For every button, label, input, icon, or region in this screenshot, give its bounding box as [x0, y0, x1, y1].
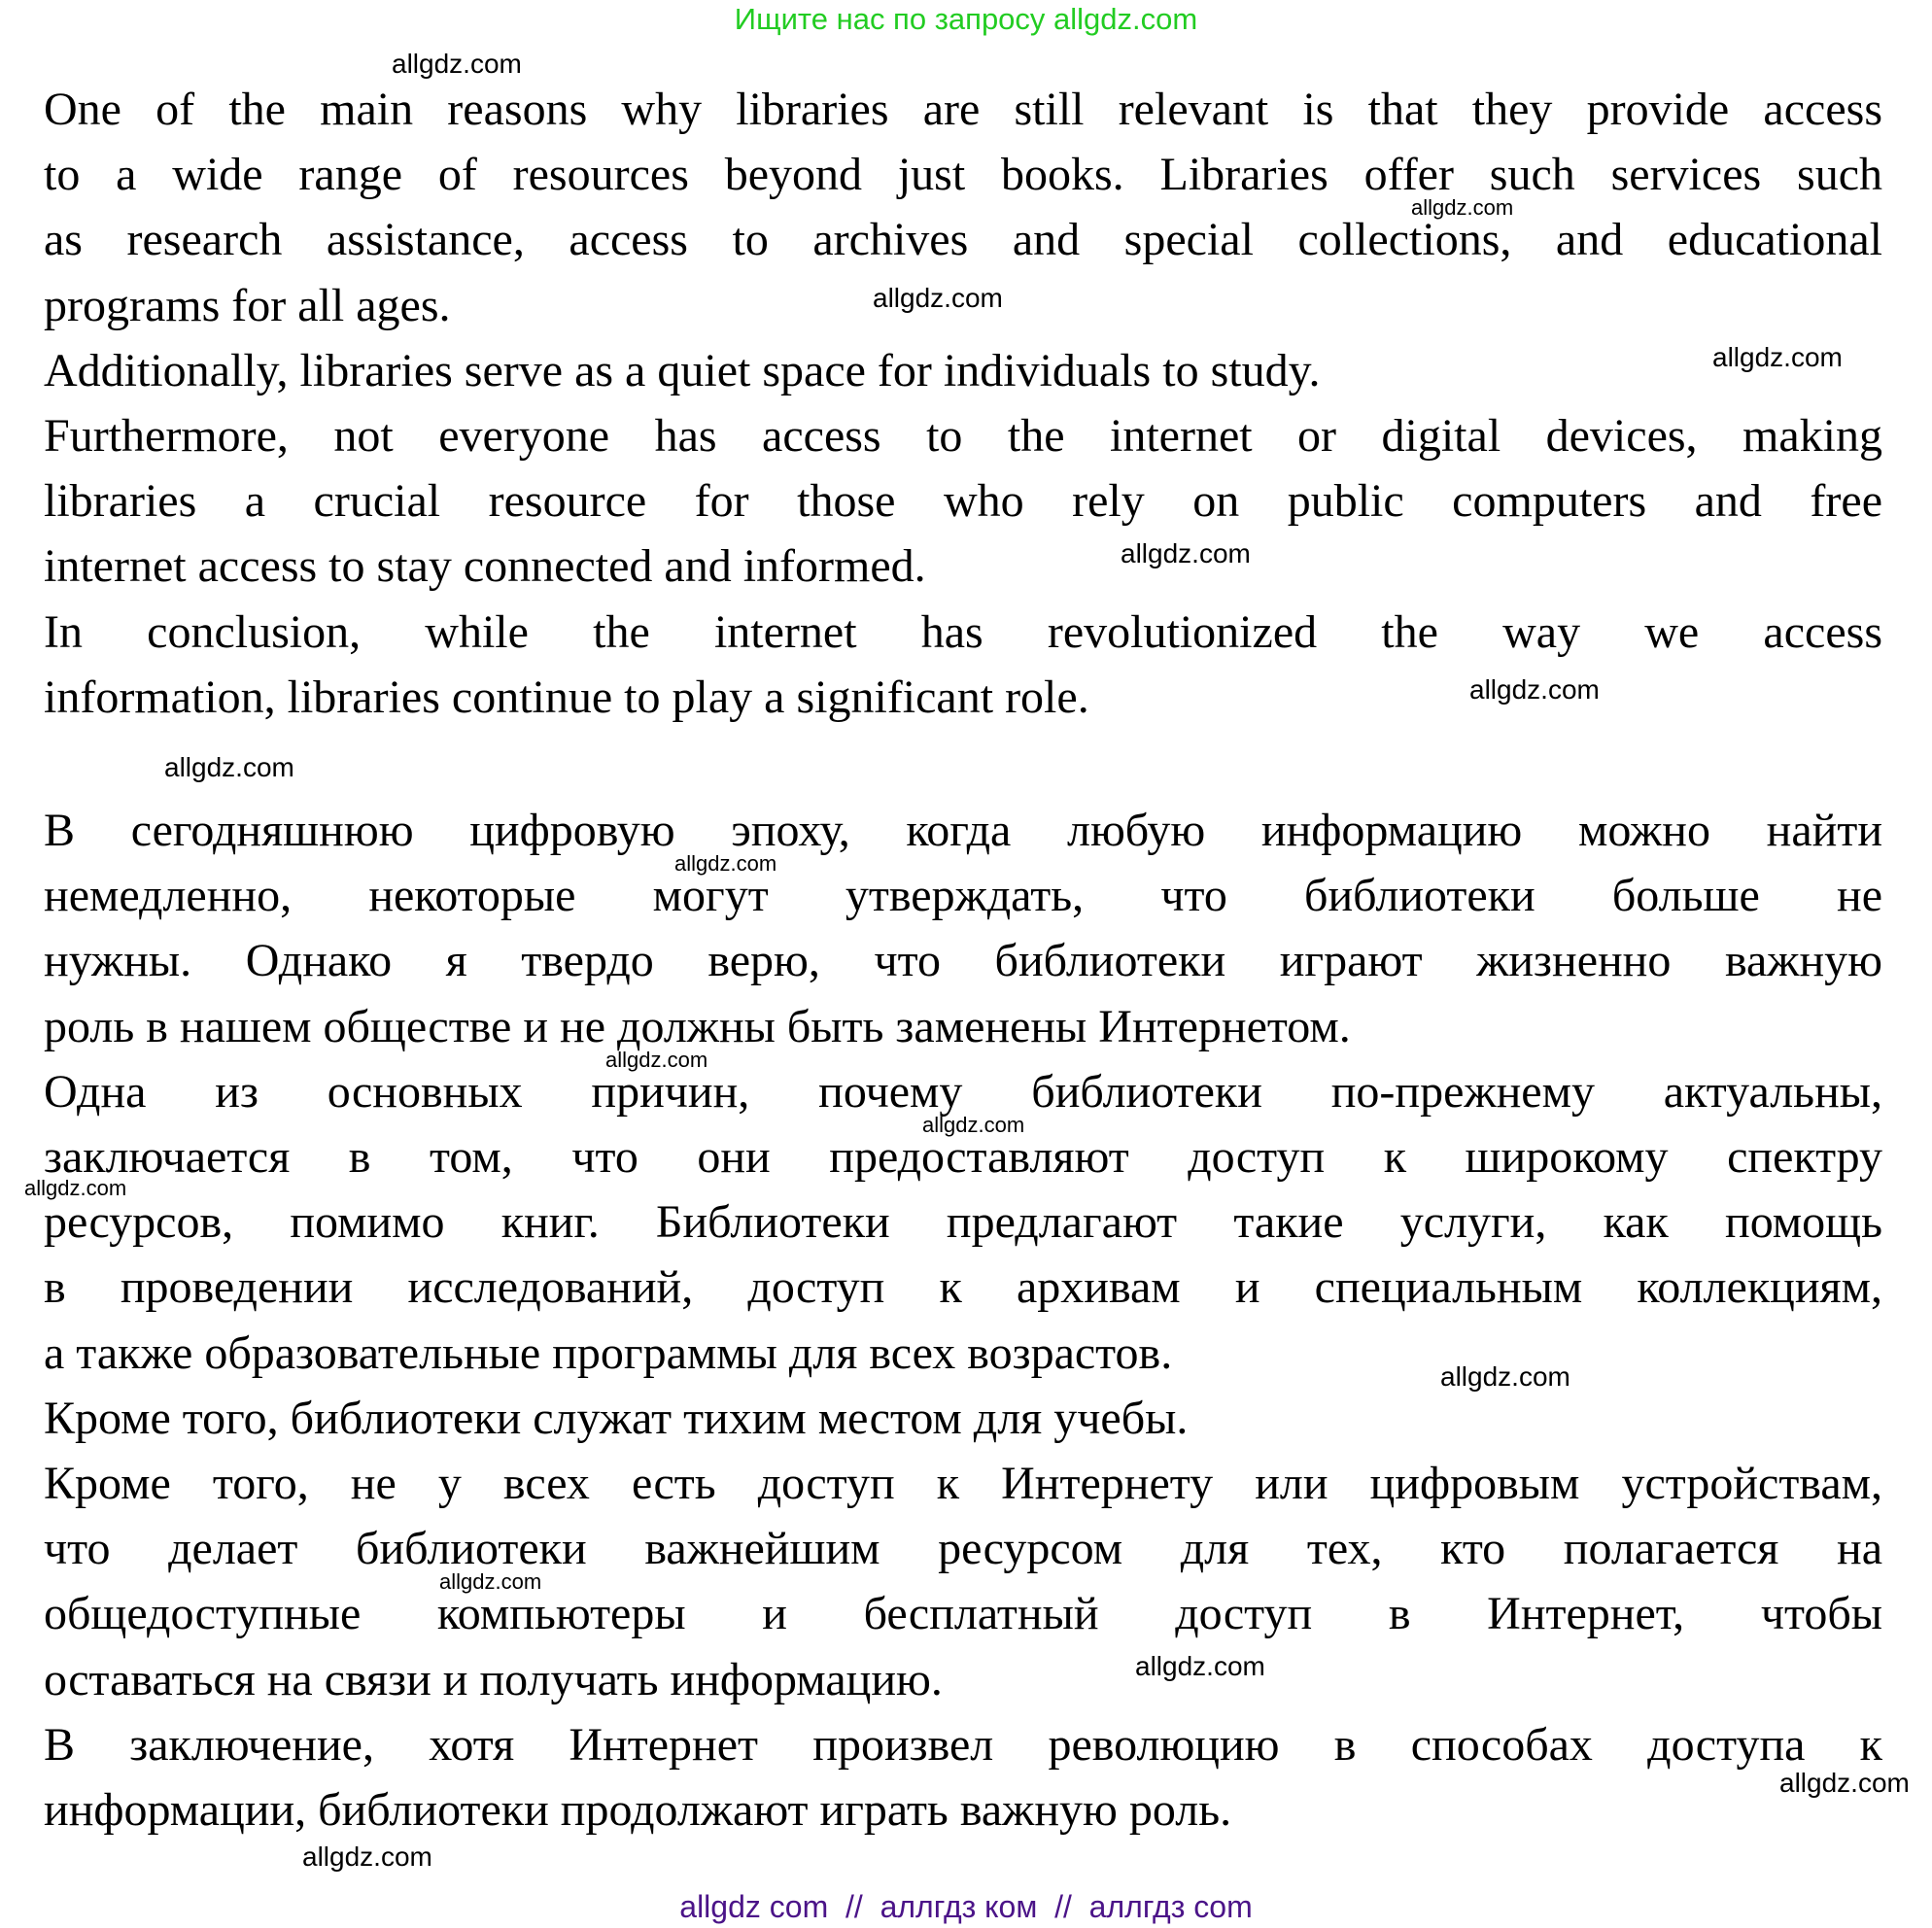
paragraph-line: а также образовательные программы для всех возрастов.	[44, 1327, 1173, 1379]
watermark: allgdz.com	[164, 752, 294, 782]
watermark: allgdz.com	[1440, 1361, 1570, 1392]
paragraph-line: programs for all ages.	[44, 280, 451, 331]
watermark: allgdz.com	[1469, 674, 1600, 705]
watermark: allgdz.com	[922, 1113, 1025, 1137]
watermark: allgdz.com	[24, 1176, 127, 1200]
paragraph-line: немедленно, некоторые могут утверждать, что библиотеки больше не	[44, 870, 1882, 921]
paragraph-line: нужны. Однако я твердо верю, что библиотеки играют жизненно важную	[44, 935, 1882, 986]
paragraph-line: оставаться на связи и получать информацию.	[44, 1654, 943, 1705]
watermark: allgdz.com	[1121, 538, 1251, 568]
watermark: allgdz.com	[674, 851, 777, 876]
paragraph-line: заключается в том, что они предоставляют доступ к широкому спектру	[44, 1131, 1882, 1183]
watermark: allgdz.com	[605, 1048, 708, 1072]
paragraph-line: В заключение, хотя Интернет произвел революцию в способах доступа к	[44, 1719, 1882, 1771]
paragraph-line: информации, библиотеки продолжают играть важную роль.	[44, 1784, 1232, 1836]
paragraph-line: что делает библиотеки важнейшим ресурсом для тех, кто полагается на	[44, 1523, 1882, 1574]
paragraph-line: In conclusion, while the internet has revolutionized the way we access	[44, 606, 1882, 658]
watermark: allgdz.com	[439, 1569, 542, 1594]
paragraph-line: information, libraries continue to play a significant role.	[44, 671, 1089, 723]
paragraph-line: Кроме того, не у всех есть доступ к Интернету или цифровым устройствам,	[44, 1458, 1882, 1509]
paragraph-line: В сегодняшнюю цифровую эпоху, когда любую информацию можно найти	[44, 805, 1882, 856]
paragraph-line: Furthermore, not everyone has access to the internet or digital devices, making	[44, 410, 1882, 462]
paragraph-line: to a wide range of resources beyond just books. Libraries offer such services such	[44, 149, 1882, 200]
watermark: allgdz.com	[1135, 1651, 1265, 1681]
paragraph-line: libraries a crucial resource for those who rely on public computers and free	[44, 475, 1882, 527]
paragraph-line: One of the main reasons why libraries are still relevant is that they provide access	[44, 84, 1882, 135]
paragraph-line: Кроме того, библиотеки служат тихим местом для учебы.	[44, 1393, 1189, 1444]
watermark: allgdz.com	[1411, 195, 1514, 220]
paragraph-line: в проведении исследований, доступ к архивам и специальным коллекциям,	[44, 1261, 1882, 1313]
paragraph-line: ресурсов, помимо книг. Библиотеки предлагают такие услуги, как помощь	[44, 1196, 1882, 1248]
paragraph-line: Additionally, libraries serve as a quiet space for individuals to study.	[44, 345, 1321, 396]
watermark: allgdz.com	[1779, 1768, 1910, 1798]
watermark: allgdz.com	[873, 283, 1003, 313]
search-hint-banner: Ищите нас по запросу allgdz.com	[734, 2, 1198, 36]
paragraph-line: роль в нашем обществе и не должны быть заменены Интернетом.	[44, 1001, 1351, 1052]
watermark: allgdz.com	[1712, 342, 1843, 372]
watermark: allgdz.com	[302, 1842, 432, 1872]
watermark: allgdz.com	[392, 49, 522, 79]
paragraph-line: общедоступные компьютеры и бесплатный доступ в Интернет, чтобы	[44, 1588, 1882, 1639]
paragraph-line: as research assistance, access to archives and special collections, and educational	[44, 214, 1882, 265]
paragraph-line: internet access to stay connected and informed.	[44, 540, 926, 592]
paragraph-line: Одна из основных причин, почему библиотеки по-прежнему актуальны,	[44, 1066, 1882, 1118]
footer-links: allgdz com // аллгдз ком // аллгдз com	[679, 1889, 1253, 1924]
